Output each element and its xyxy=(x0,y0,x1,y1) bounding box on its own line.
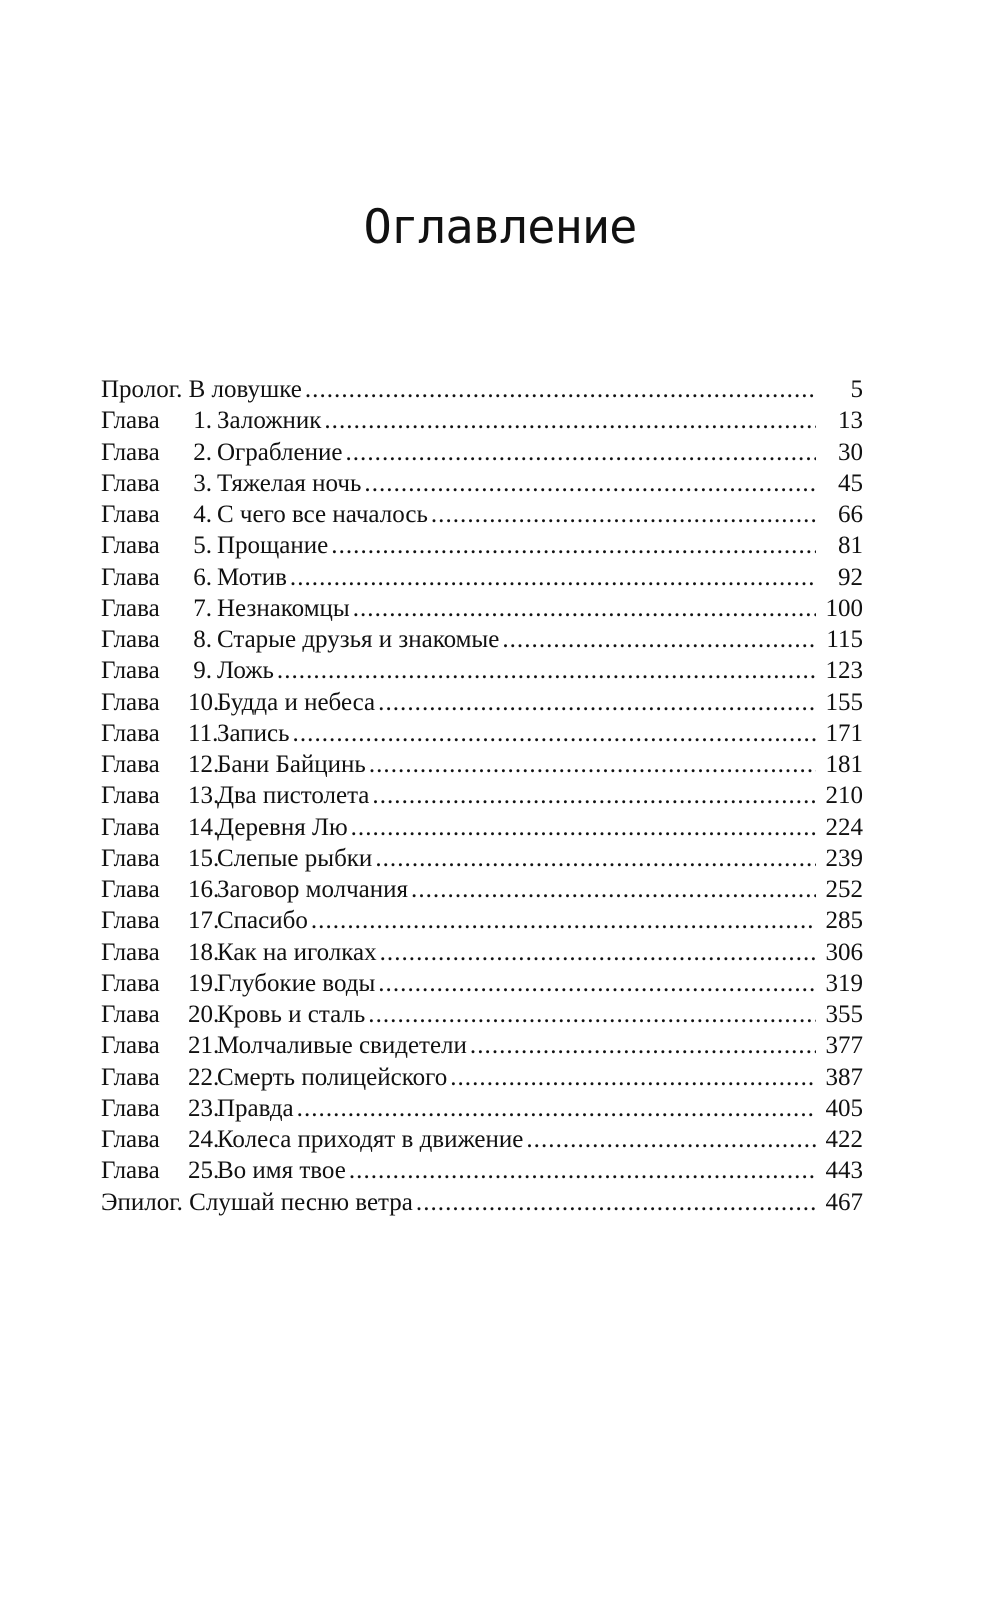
chapter-number: 11. xyxy=(188,719,219,747)
chapter-number: 25. xyxy=(188,1157,220,1185)
dot-leader xyxy=(378,968,816,999)
chapter-label: Глава xyxy=(101,469,160,497)
dot-leader xyxy=(411,874,816,905)
toc-entry-title: Правда xyxy=(217,1094,294,1122)
toc-entry-epilogue xyxy=(101,1187,863,1218)
toc-page-number: 405 xyxy=(825,1094,863,1122)
dot-leader xyxy=(450,1062,816,1093)
dot-leader xyxy=(297,1093,816,1124)
toc-entry-chapter xyxy=(101,999,863,1030)
chapter-label: Глава xyxy=(101,688,160,716)
chapter-number: 9. xyxy=(193,657,212,685)
toc-entry-title: Смерть полицейского xyxy=(217,1063,448,1091)
chapter-label: Глава xyxy=(101,563,160,591)
dot-leader xyxy=(372,780,816,811)
toc-entry-chapter xyxy=(101,1124,863,1155)
chapter-label: Глава xyxy=(101,1126,160,1153)
chapter-number: 22. xyxy=(188,1063,220,1091)
toc-entry-chapter xyxy=(101,655,863,686)
toc-entry-title: Два пистолета xyxy=(217,782,370,810)
toc-entry-title: Эпилог. Слушай песню ветра xyxy=(101,1188,413,1216)
chapter-number: 13. xyxy=(188,782,220,810)
chapter-label: Глава xyxy=(101,719,160,747)
toc-entry-chapter xyxy=(101,1093,863,1124)
toc-entry-title: Незнакомцы xyxy=(217,594,350,622)
toc-entry-title: Молчаливые свидетели xyxy=(217,1032,467,1060)
chapter-label: Глава xyxy=(101,969,160,997)
toc-page-number: 155 xyxy=(825,688,863,716)
chapter-number: 3. xyxy=(193,469,212,497)
page-title: Оглавление xyxy=(363,200,637,255)
chapter-label: Глава xyxy=(101,844,160,872)
dot-leader xyxy=(380,937,816,968)
toc-page-number: 210 xyxy=(825,782,863,810)
toc-entry-chapter xyxy=(101,437,863,468)
dot-leader xyxy=(277,655,816,686)
toc-entry-chapter xyxy=(101,843,863,874)
toc-entry-title: Мотив xyxy=(217,563,287,591)
dot-leader xyxy=(416,1187,816,1218)
toc-entry-prologue xyxy=(101,374,863,405)
toc-page-number: 224 xyxy=(825,813,863,841)
toc-page-number: 377 xyxy=(825,1032,863,1060)
chapter-label: Глава xyxy=(101,1032,160,1060)
toc-page-number: 66 xyxy=(838,501,863,528)
toc-entry-title: Заложник xyxy=(217,407,322,435)
dot-leader xyxy=(345,437,816,468)
table-of-contents xyxy=(101,374,863,1218)
chapter-number: 19. xyxy=(188,969,220,997)
toc-page-number: 171 xyxy=(825,719,863,747)
toc-entry-chapter xyxy=(101,593,863,624)
toc-entry-chapter xyxy=(101,780,863,811)
chapter-number: 5. xyxy=(193,532,212,560)
dot-leader xyxy=(364,468,816,499)
chapter-number: 18. xyxy=(188,938,220,966)
chapter-label: Глава xyxy=(101,907,160,935)
toc-page-number: 5 xyxy=(850,376,863,403)
toc-page-number: 13 xyxy=(838,407,863,435)
dot-leader xyxy=(305,374,816,405)
chapter-label: Глава xyxy=(101,407,160,435)
chapter-number: 24. xyxy=(188,1126,220,1153)
toc-page-number: 123 xyxy=(825,657,863,685)
toc-entry-chapter xyxy=(101,562,863,593)
chapter-number: 6. xyxy=(193,563,212,591)
toc-entry-title: Прощание xyxy=(217,532,329,560)
toc-page-number: 285 xyxy=(825,907,863,935)
toc-entry-chapter xyxy=(101,624,863,655)
chapter-label: Глава xyxy=(101,501,160,528)
toc-entry-title: Спасибо xyxy=(217,907,308,935)
chapter-number: 21. xyxy=(188,1032,220,1060)
toc-page-number: 467 xyxy=(825,1188,863,1216)
chapter-number: 12. xyxy=(188,751,220,778)
chapter-number: 4. xyxy=(193,501,212,528)
toc-entry-title: Глубокие воды xyxy=(217,969,376,997)
chapter-number: 14. xyxy=(188,813,220,841)
toc-page-number: 355 xyxy=(825,1001,863,1028)
toc-entry-title: Колеса приходят в движение xyxy=(217,1126,524,1153)
chapter-number: 15. xyxy=(188,844,220,872)
toc-entry-chapter xyxy=(101,405,863,436)
toc-entry-chapter xyxy=(101,530,863,561)
chapter-label: Глава xyxy=(101,876,160,903)
toc-entry-title: Тяжелая ночь xyxy=(217,469,362,497)
toc-page-number: 387 xyxy=(825,1063,863,1091)
toc-page-number: 100 xyxy=(825,594,863,622)
chapter-label: Глава xyxy=(101,1063,160,1091)
chapter-label: Глава xyxy=(101,657,160,685)
toc-page-number: 81 xyxy=(838,532,863,560)
chapter-label: Глава xyxy=(101,938,160,966)
toc-page-number: 181 xyxy=(825,751,863,778)
toc-entry-chapter xyxy=(101,749,863,780)
toc-entry-title: Ограбление xyxy=(217,438,343,466)
toc-entry-title: Заговор молчания xyxy=(217,876,409,903)
toc-entry-chapter xyxy=(101,1155,863,1186)
toc-entry-title: Как на иголках xyxy=(217,938,377,966)
dot-leader xyxy=(351,812,816,843)
toc-entry-title: С чего все началось xyxy=(217,501,428,528)
dot-leader xyxy=(526,1124,816,1155)
chapter-label: Глава xyxy=(101,1001,160,1028)
dot-leader xyxy=(293,718,816,749)
chapter-number: 17. xyxy=(188,907,220,935)
toc-entry-title: Кровь и сталь xyxy=(217,1001,366,1028)
toc-page-number: 92 xyxy=(838,563,863,591)
toc-entry-chapter xyxy=(101,1030,863,1061)
toc-entry-chapter xyxy=(101,499,863,530)
toc-entry-chapter xyxy=(101,718,863,749)
chapter-number: 1. xyxy=(193,407,212,435)
chapter-number: 7. xyxy=(193,594,212,622)
dot-leader xyxy=(378,687,816,718)
dot-leader xyxy=(470,1030,816,1061)
toc-entry-chapter xyxy=(101,874,863,905)
dot-leader xyxy=(324,405,816,436)
chapter-label: Глава xyxy=(101,532,160,560)
toc-page-number: 252 xyxy=(825,876,863,903)
toc-entry-title: Слепые рыбки xyxy=(217,844,373,872)
toc-page-number: 443 xyxy=(825,1157,863,1185)
chapter-number: 16. xyxy=(188,876,220,903)
chapter-number: 8. xyxy=(193,626,212,653)
toc-entry-chapter xyxy=(101,468,863,499)
toc-entry-chapter xyxy=(101,937,863,968)
toc-entry-title: Будда и небеса xyxy=(217,688,376,716)
dot-leader xyxy=(353,593,816,624)
toc-entry-title: Деревня Лю xyxy=(217,813,348,841)
chapter-label: Глава xyxy=(101,626,160,653)
toc-page-number: 319 xyxy=(825,969,863,997)
toc-page-number: 30 xyxy=(838,438,863,466)
dot-leader xyxy=(375,843,816,874)
toc-entry-title: Ложь xyxy=(217,657,274,685)
dot-leader xyxy=(502,624,816,655)
dot-leader xyxy=(331,530,816,561)
chapter-label: Глава xyxy=(101,594,160,622)
toc-page-number: 115 xyxy=(826,626,863,653)
dot-leader xyxy=(290,562,816,593)
toc-entry-chapter xyxy=(101,812,863,843)
chapter-label: Глава xyxy=(101,1157,160,1185)
dot-leader xyxy=(431,499,816,530)
toc-page-number: 306 xyxy=(825,938,863,966)
toc-entry-title: Пролог. В ловушке xyxy=(101,376,302,403)
toc-entry-title: Бани Байцинь xyxy=(217,751,366,778)
toc-entry-chapter xyxy=(101,905,863,936)
toc-page-number: 422 xyxy=(825,1126,863,1153)
toc-entry-chapter xyxy=(101,968,863,999)
dot-leader xyxy=(349,1155,816,1186)
chapter-number: 10. xyxy=(188,688,220,716)
chapter-number: 2. xyxy=(193,438,212,466)
chapter-number: 20. xyxy=(188,1001,220,1028)
dot-leader xyxy=(368,999,816,1030)
toc-page-number: 45 xyxy=(838,469,863,497)
chapter-label: Глава xyxy=(101,751,160,778)
toc-entry-chapter xyxy=(101,1062,863,1093)
toc-entry-title: Во имя твое xyxy=(217,1157,346,1185)
dot-leader xyxy=(311,905,816,936)
chapter-number: 23. xyxy=(188,1094,220,1122)
toc-entry-title: Запись xyxy=(217,719,290,747)
chapter-label: Глава xyxy=(101,813,160,841)
chapter-label: Глава xyxy=(101,1094,160,1122)
toc-page-number: 239 xyxy=(825,844,863,872)
chapter-label: Глава xyxy=(101,438,160,466)
dot-leader xyxy=(369,749,816,780)
chapter-label: Глава xyxy=(101,782,160,810)
toc-entry-title: Старые друзья и знакомые xyxy=(217,626,500,653)
toc-entry-chapter xyxy=(101,687,863,718)
